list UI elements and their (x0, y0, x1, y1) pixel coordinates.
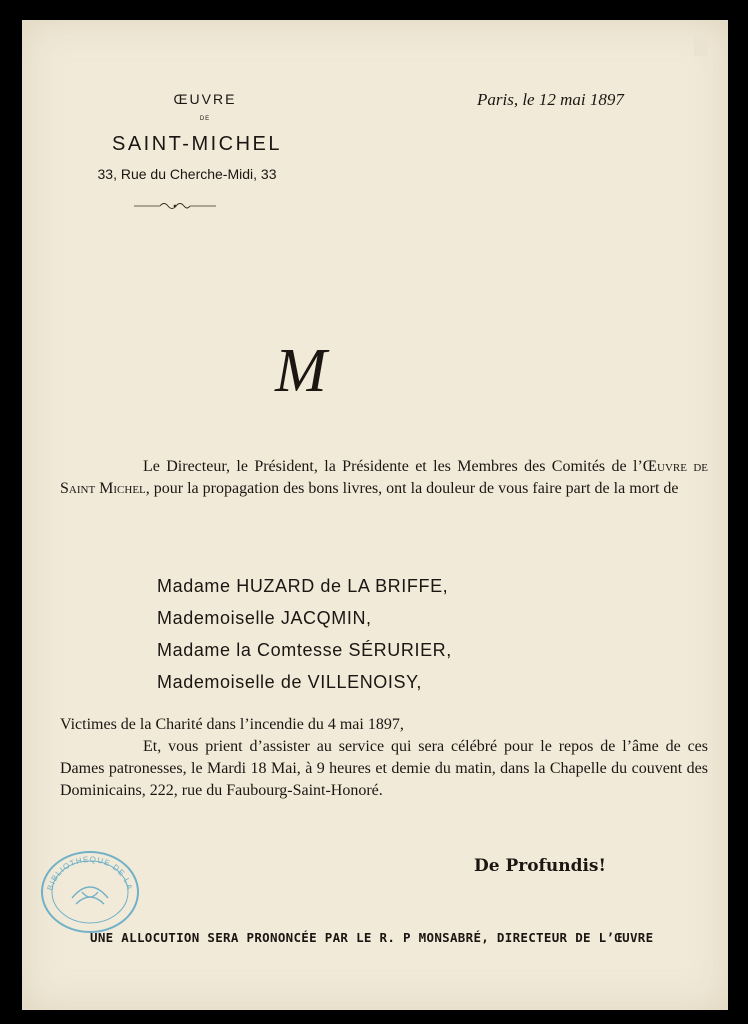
name-item: Mademoiselle JACQMIN, (157, 608, 372, 628)
salutation-initial: M (275, 337, 327, 405)
org-address: 33, Rue du Cherche-Midi, 33 (97, 166, 277, 182)
intro-society-name: Œuvre de Saint Michel (60, 458, 708, 497)
org-line-de: DE (199, 116, 211, 122)
victims-line: Victimes de la Charité dans l’incendie du 4 mai 1897, (60, 716, 404, 733)
intro-text-1: Le Directeur, le Président, la Présidente et les Membres des Comités de l’ (143, 458, 643, 475)
org-name: SAINT-MICHEL (111, 133, 283, 155)
intro-paragraph (60, 456, 708, 500)
ornament-divider (130, 200, 220, 212)
library-stamp (38, 846, 142, 934)
invitation-paragraph: Et, vous prient d’assister au service qui sera célébré pour le repos de l’âme de ces Dames patronesses, le Mardi 18 Mai, à 9 heures et demie du matin, dans la Chapelle du couvent des Dominicains, 222, rue du Faubourg-Saint-Honoré. (60, 738, 708, 799)
stamp-text: BIBLIOTHEQUE DE LA (45, 854, 135, 892)
paper-corner (694, 36, 708, 56)
org-line-oeuvre: ŒUVRE (173, 91, 237, 107)
name-item: Madame la Comtesse SÉRURIER, (157, 640, 452, 660)
dateline: Paris, le 12 mai 1897 (477, 90, 624, 109)
name-item: Madame HUZARD de LA BRIFFE, (157, 576, 449, 596)
names-list (157, 570, 452, 698)
name-item: Mademoiselle de VILLENOISY, (157, 672, 423, 692)
intro-text-2: , pour la propagation des bons livres, ont la douleur de vous faire part de la mort de (145, 480, 679, 497)
closing-de-profundis: De Profundis! (474, 856, 606, 876)
footer-notice: UNE ALLOCUTION SERA PRONONCÉE PAR LE R. P MONSABRÉ, DIRECTEUR DE L’ŒUVRE (90, 930, 654, 945)
letter-page (22, 20, 728, 1010)
